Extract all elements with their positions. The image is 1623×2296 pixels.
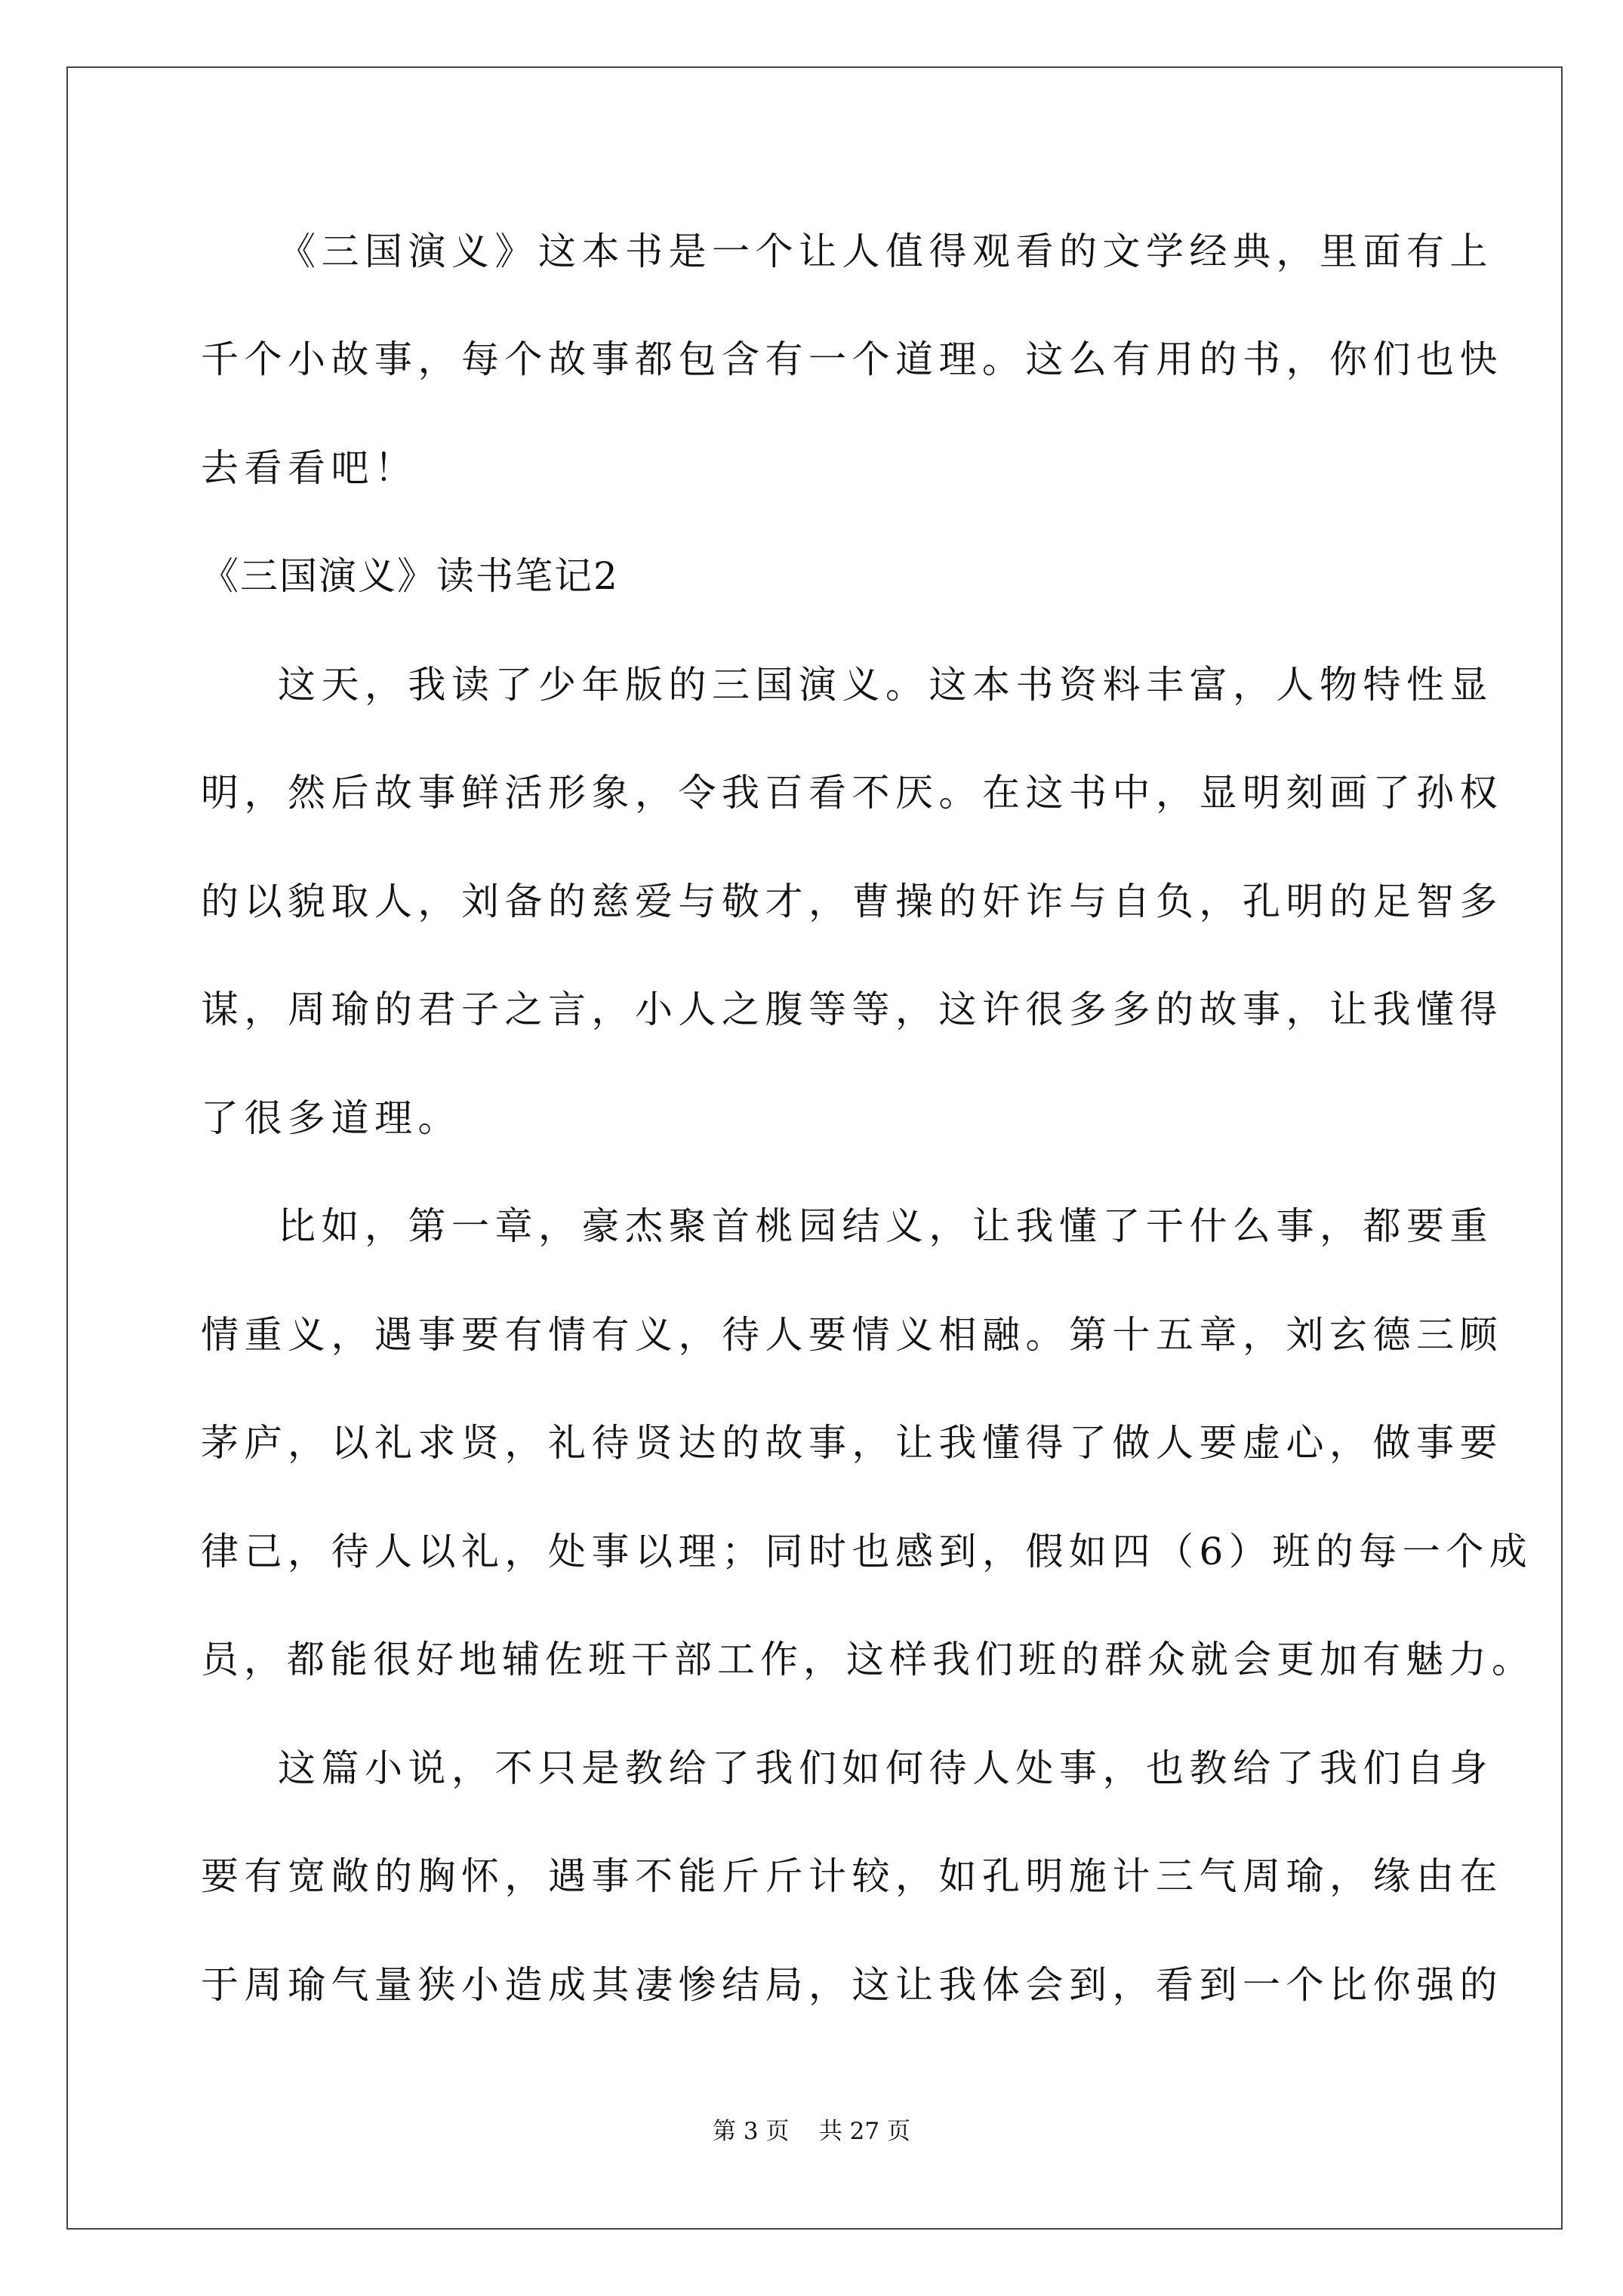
paragraph-4-line-3: 于周瑜气量狭小造成其凄惨结局，这让我体会到，看到一个比你强的	[201, 1963, 1503, 2007]
paragraph-3-line-3: 茅庐，以礼求贤，礼待贤达的故事，让我懂得了做人要虚心，做事要	[201, 1421, 1503, 1465]
page-border	[66, 66, 1563, 2230]
paragraph-3-line-5: 员，都能很好地辅佐班干部工作，这样我们班的群众就会更加有魅力。	[201, 1638, 1535, 1681]
paragraph-1-line-2: 千个小故事，每个故事都包含有一个道理。这么有用的书，你们也快	[201, 337, 1503, 381]
paragraph-3-line-2: 情重义，遇事要有情有义，待人要情义相融。第十五章，刘玄德三顾	[201, 1313, 1503, 1357]
paragraph-2-line-5: 了很多道理。	[201, 1096, 461, 1140]
paragraph-2-line-1: 这天，我读了少年版的三国演义。这本书资料丰富，人物特性显	[278, 663, 1493, 707]
paragraph-3-line-4: 律己，待人以礼，处事以理；同时也感到，假如四（6）班的每一个成	[201, 1530, 1533, 1573]
paragraph-1-line-1: 《三国演义》这本书是一个让人值得观看的文学经典，里面有上	[278, 230, 1493, 273]
paragraph-4-line-2: 要有宽敞的胸怀，遇事不能斤斤计较，如孔明施计三气周瑜，缘由在	[201, 1854, 1503, 1898]
paragraph-2-line-3: 的以貌取人，刘备的慈爱与敬才，曹操的奸诈与自负，孔明的足智多	[201, 880, 1503, 923]
paragraph-1-line-3: 去看看吧！	[201, 446, 418, 490]
page-number-footer: 第 3 页 共 27 页	[712, 2118, 910, 2145]
paragraph-4-line-1: 这篇小说，不只是教给了我们如何待人处事，也教给了我们自身	[278, 1746, 1493, 1790]
paragraph-2-line-4: 谋，周瑜的君子之言，小人之腹等等，这许很多多的故事，让我懂得	[201, 988, 1503, 1031]
section-heading: 《三国演义》读书笔记2	[201, 554, 619, 598]
paragraph-2-line-2: 明，然后故事鲜活形象，令我百看不厌。在这书中，显明刻画了孙权	[201, 771, 1503, 815]
paragraph-3-line-1: 比如，第一章，豪杰聚首桃园结义，让我懂了干什么事，都要重	[278, 1204, 1493, 1248]
